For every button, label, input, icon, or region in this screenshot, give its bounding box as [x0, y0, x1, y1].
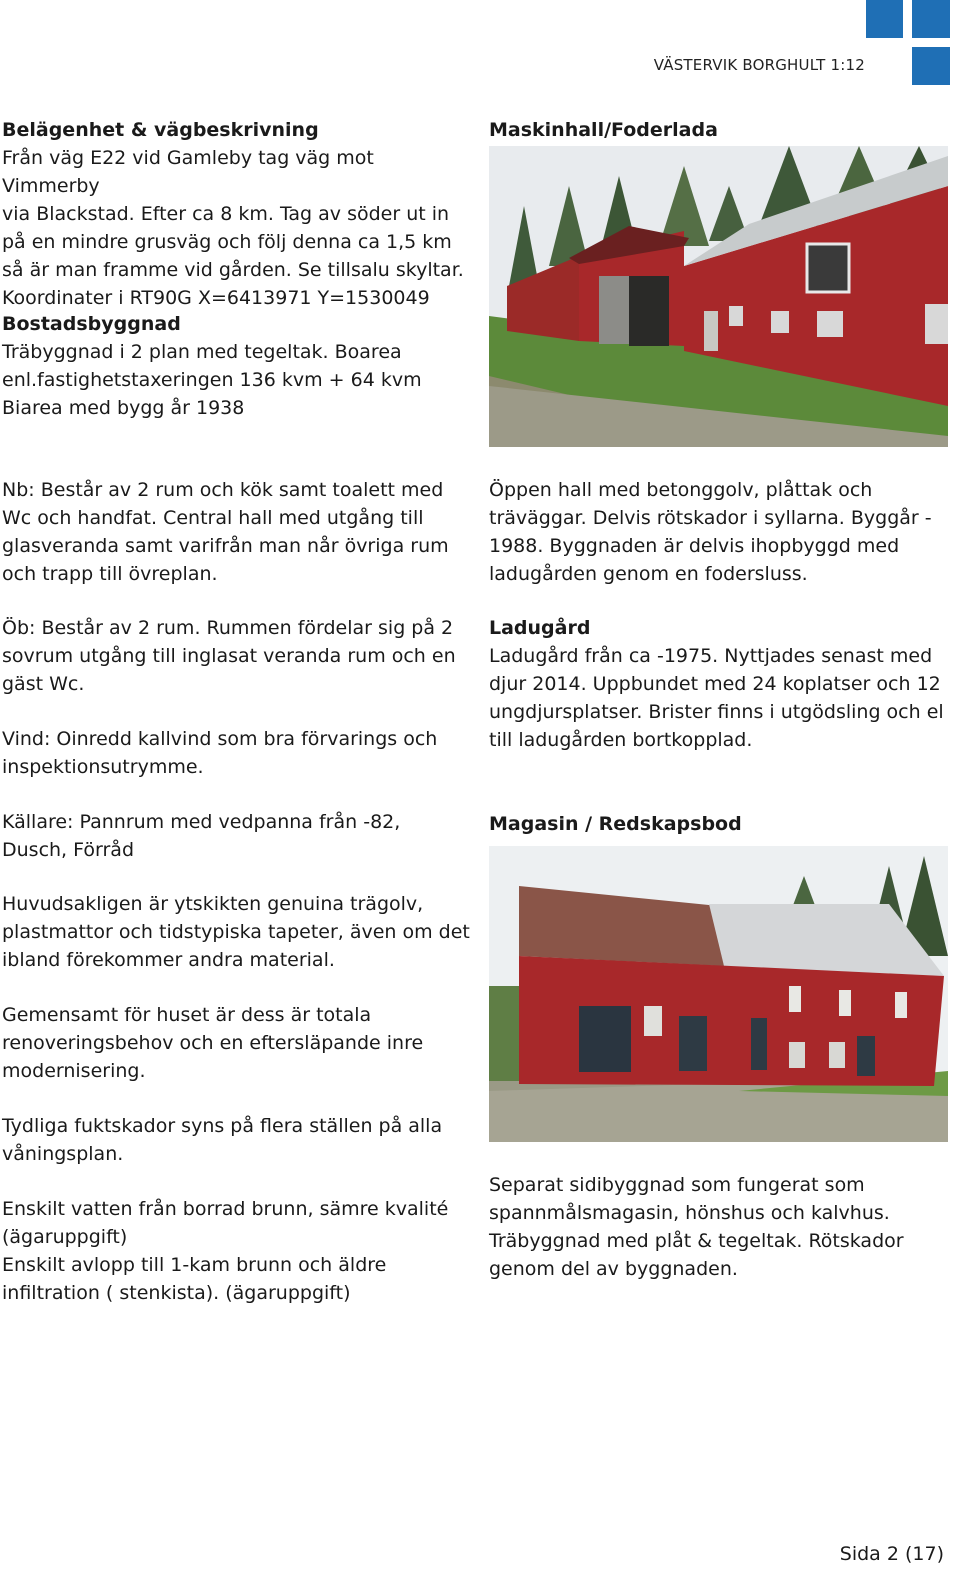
- text-ob: Öb: Består av 2 rum. Rummen fördelar sig på 2 sovrum utgång till inglasat veranda rum och en gäst Wc.: [2, 617, 456, 695]
- text-nb: Nb: Består av 2 rum och kök samt toalett med Wc och handfat. Central hall med utgång till glasveranda samt varifrån man når övriga rum och trapp till övreplan.: [2, 479, 449, 585]
- magasin-heading-block: [489, 810, 949, 838]
- section-heading-belagenhet: Belägenhet & vägbeskrivning: [2, 119, 319, 141]
- text-kallare: Källare: Pannrum med vedpanna från -82, Dusch, Förråd: [2, 811, 401, 861]
- paragraph-gemensamt: [2, 1001, 472, 1085]
- paragraph-kallare: [2, 808, 472, 864]
- text-vatten: Enskilt vatten från borrad brunn, sämre kvalité (ägaruppgift) Enskilt avlopp till 1-kam brunn och äldre infiltration ( stenkista). (ägaruppgift): [2, 1198, 449, 1304]
- paragraph-vind: [2, 725, 472, 781]
- logo-square-2: [912, 0, 950, 38]
- magasin-photo-image: [489, 846, 948, 1142]
- paragraph-vatten: [2, 1195, 472, 1307]
- header-title: VÄSTERVIK BORGHULT 1:12: [653, 56, 865, 74]
- text-gemensamt: Gemensamt för huset är dess är totala renoveringsbehov och en eftersläpande inre modernisering.: [2, 1004, 424, 1082]
- section-heading-maskinhall: Maskinhall/Foderlada: [489, 119, 718, 141]
- magasin-text-block: [489, 1171, 949, 1283]
- paragraph-fukt: [2, 1112, 472, 1168]
- section-heading-ladugard: Ladugård: [489, 617, 591, 639]
- section-text-ladugard: Ladugård från ca -1975. Nyttjades senast med djur 2014. Uppbundet med 24 koplatser och 12 ungdjursplatser. Brister finns i utgödsling och el till ladugården bortkopplad.: [489, 645, 944, 751]
- photo-magasin: [489, 846, 948, 1142]
- text-huvud: Huvudsakligen är ytskikten genuina trägolv, plastmattor och tidstypiska tapeter, även om det ibland förekommer andra material.: [2, 893, 470, 971]
- paragraph-huvud: [2, 890, 472, 974]
- section-text-belagenhet: Från väg E22 vid Gamleby tag väg mot Vimmerby via Blackstad. Efter ca 8 km. Tag av söder ut in på en mindre grusväg och följ denna ca 1,5 km så är man framme vid gården. Se tillsalu skyltar. Koordinater i RT90G X=6413971 Y=1530049: [2, 147, 464, 309]
- section-text-maskinhall: Öppen hall med betonggolv, plåttak och träväggar. Delvis rötskador i syllarna. Byggår - 1988. Byggnaden är delvis ihopbyggd med ladugården genom en fodersluss.: [489, 479, 932, 585]
- section-heading-magasin: Magasin / Redskapsbod: [489, 813, 742, 835]
- maskinhall-text-block: [489, 476, 949, 588]
- paragraph-ob: [2, 614, 472, 698]
- text-vind: Vind: Oinredd kallvind som bra förvarings och inspektionsutrymme.: [2, 728, 438, 778]
- section-heading-bostad: Bostadsbyggnad: [2, 313, 181, 335]
- page-number: Sida 2 (17): [839, 1543, 944, 1565]
- logo-square-3: [912, 47, 950, 85]
- photo-maskinhall: [489, 146, 948, 447]
- left-column: [2, 116, 472, 312]
- section-text-magasin: Separat sidibyggnad som fungerat som spannmålsmagasin, hönshus och kalvhus. Träbyggnad med plåt & tegeltak. Rötskador genom del av byggnaden.: [489, 1174, 904, 1280]
- heading-maskinhall-block: [489, 116, 949, 144]
- logo-square-1: [866, 0, 903, 38]
- left-column: [2, 310, 472, 422]
- barn-photo-image: [489, 146, 948, 447]
- section-text-bostad: Träbyggnad i 2 plan med tegeltak. Boarea enl.fastighetstaxeringen 136 kvm + 64 kvm Biarea med bygg år 1938: [2, 341, 422, 419]
- paragraph-nb: [2, 476, 472, 588]
- text-fukt: Tydliga fuktskador syns på flera ställen på alla våningsplan.: [2, 1115, 443, 1165]
- ladugard-block: [489, 614, 949, 754]
